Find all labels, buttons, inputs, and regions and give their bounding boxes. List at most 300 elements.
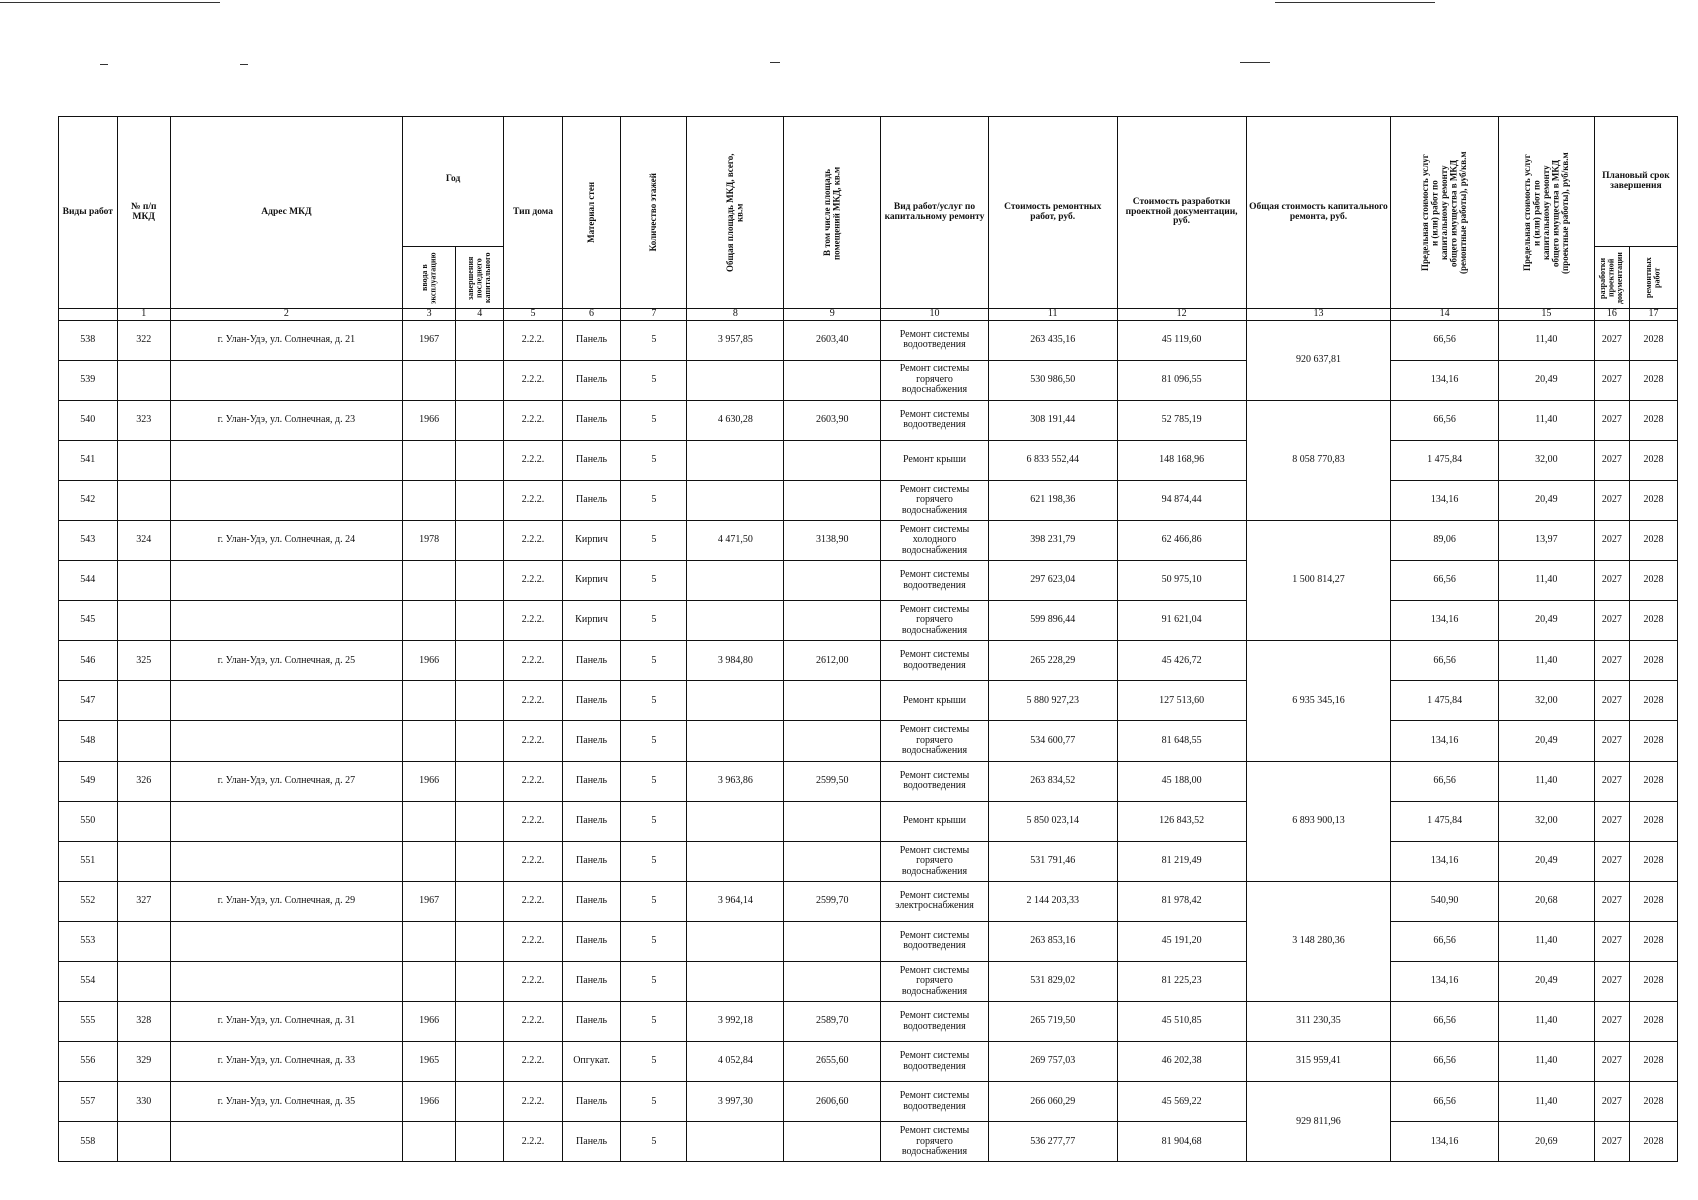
design-cost-cell: 81 978,42 xyxy=(1117,881,1246,921)
house-type-cell: 2.2.2. xyxy=(504,440,563,480)
work-number: 558 xyxy=(59,1122,118,1162)
deadline-repair-cell: 2028 xyxy=(1629,721,1677,761)
deadline-design-cell: 2027 xyxy=(1594,641,1629,681)
deadline-design-cell: 2027 xyxy=(1594,881,1629,921)
mkd-number: 324 xyxy=(117,520,170,560)
address-cell xyxy=(170,480,402,520)
mkd-number xyxy=(117,801,170,841)
scan-artifact-line xyxy=(1275,2,1435,3)
year-overhaul-cell xyxy=(456,721,504,761)
table-row xyxy=(59,721,1678,761)
year-commission-cell: 1965 xyxy=(403,1042,456,1082)
total-area-cell: 3 992,18 xyxy=(687,1002,784,1042)
year-overhaul-cell xyxy=(456,440,504,480)
limit-design-cell: 11,40 xyxy=(1498,1082,1594,1122)
limit-design-cell: 11,40 xyxy=(1498,761,1594,801)
address-cell: г. Улан-Удэ, ул. Солнечная, д. 23 xyxy=(170,400,402,440)
address-cell: г. Улан-Удэ, ул. Солнечная, д. 35 xyxy=(170,1082,402,1122)
work-number: 543 xyxy=(59,520,118,560)
premises-area-cell xyxy=(784,440,881,480)
deadline-repair-cell: 2028 xyxy=(1629,520,1677,560)
address-cell: г. Улан-Удэ, ул. Солнечная, д. 31 xyxy=(170,1002,402,1042)
service-cell: Ремонт системы горячего водоснабжения xyxy=(881,721,989,761)
deadline-design-cell: 2027 xyxy=(1594,601,1629,641)
repair-cost-cell: 599 896,44 xyxy=(988,601,1117,641)
wall-material-cell: Панель xyxy=(562,921,621,961)
floors-cell: 5 xyxy=(621,1122,687,1162)
limit-repair-cell: 66,56 xyxy=(1391,400,1499,440)
col-premises-area: В том числе площадь помещений МКД, кв.м xyxy=(784,117,881,309)
deadline-design-cell: 2027 xyxy=(1594,320,1629,360)
wall-material-cell: Панель xyxy=(562,1002,621,1042)
total-area-cell xyxy=(687,1122,784,1162)
year-overhaul-cell xyxy=(456,1042,504,1082)
floors-cell: 5 xyxy=(621,962,687,1002)
year-commission-cell: 1978 xyxy=(403,520,456,560)
wall-material-cell: Панель xyxy=(562,641,621,681)
work-number: 538 xyxy=(59,320,118,360)
service-cell: Ремонт системы водоотведения xyxy=(881,320,989,360)
mkd-number xyxy=(117,841,170,881)
year-commission-cell xyxy=(403,841,456,881)
column-number: 12 xyxy=(1117,309,1246,321)
deadline-repair-cell: 2028 xyxy=(1629,1042,1677,1082)
year-commission-cell: 1966 xyxy=(403,761,456,801)
total-area-cell xyxy=(687,561,784,601)
repair-register-table xyxy=(58,116,1678,1162)
column-number xyxy=(59,309,118,321)
mkd-number xyxy=(117,440,170,480)
limit-repair-cell: 66,56 xyxy=(1391,641,1499,681)
work-number: 550 xyxy=(59,801,118,841)
col-floors: Количество этажей xyxy=(621,117,687,309)
premises-area-cell: 2655,60 xyxy=(784,1042,881,1082)
col-limit-repair: Предельная стоимость услуг и (или) работ по капитальному ремонту общего имущества в МКД (ремонтные работы), руб/кв.м xyxy=(1391,117,1499,309)
floors-cell: 5 xyxy=(621,360,687,400)
floors-cell: 5 xyxy=(621,400,687,440)
design-cost-cell: 45 510,85 xyxy=(1117,1002,1246,1042)
mkd-number: 323 xyxy=(117,400,170,440)
floors-cell: 5 xyxy=(621,721,687,761)
column-number: 9 xyxy=(784,309,881,321)
table-row xyxy=(59,520,1678,560)
wall-material-cell: Опгукат. xyxy=(562,1042,621,1082)
floors-cell: 5 xyxy=(621,440,687,480)
work-number: 546 xyxy=(59,641,118,681)
year-overhaul-cell xyxy=(456,360,504,400)
design-cost-cell: 81 219,49 xyxy=(1117,841,1246,881)
premises-area-cell: 3138,90 xyxy=(784,520,881,560)
year-commission-cell: 1966 xyxy=(403,400,456,440)
design-cost-cell: 45 191,20 xyxy=(1117,921,1246,961)
floors-cell: 5 xyxy=(621,1002,687,1042)
floors-cell: 5 xyxy=(621,480,687,520)
col-wall-material: Материал стен xyxy=(562,117,621,309)
total-cost-cell: 8 058 770,83 xyxy=(1246,400,1391,520)
wall-material-cell: Панель xyxy=(562,801,621,841)
table-row xyxy=(59,440,1678,480)
wall-material-cell: Панель xyxy=(562,480,621,520)
deadline-design-cell: 2027 xyxy=(1594,721,1629,761)
mkd-number xyxy=(117,681,170,721)
limit-design-cell: 11,40 xyxy=(1498,400,1594,440)
scan-artifact-line xyxy=(770,62,780,63)
service-cell: Ремонт крыши xyxy=(881,681,989,721)
house-type-cell: 2.2.2. xyxy=(504,400,563,440)
total-cost-cell: 920 637,81 xyxy=(1246,320,1391,400)
premises-area-cell: 2606,60 xyxy=(784,1082,881,1122)
floors-cell: 5 xyxy=(621,320,687,360)
floors-cell: 5 xyxy=(621,801,687,841)
work-number: 551 xyxy=(59,841,118,881)
col-deadline: Плановый срок завершения xyxy=(1594,117,1677,247)
total-area-cell xyxy=(687,962,784,1002)
year-commission-cell xyxy=(403,1122,456,1162)
year-overhaul-cell xyxy=(456,561,504,601)
deadline-design-cell: 2027 xyxy=(1594,520,1629,560)
house-type-cell: 2.2.2. xyxy=(504,841,563,881)
table-row xyxy=(59,561,1678,601)
total-area-cell: 3 964,14 xyxy=(687,881,784,921)
floors-cell: 5 xyxy=(621,881,687,921)
mkd-number: 330 xyxy=(117,1082,170,1122)
service-cell: Ремонт крыши xyxy=(881,801,989,841)
limit-repair-cell: 1 475,84 xyxy=(1391,801,1499,841)
service-cell: Ремонт системы холодного водоснабжения xyxy=(881,520,989,560)
table-row xyxy=(59,801,1678,841)
repair-cost-cell: 6 833 552,44 xyxy=(988,440,1117,480)
house-type-cell: 2.2.2. xyxy=(504,1122,563,1162)
house-type-cell: 2.2.2. xyxy=(504,1042,563,1082)
header-row xyxy=(59,117,1678,247)
wall-material-cell: Панель xyxy=(562,360,621,400)
deadline-repair-cell: 2028 xyxy=(1629,480,1677,520)
deadline-design-cell: 2027 xyxy=(1594,681,1629,721)
deadline-design-cell: 2027 xyxy=(1594,921,1629,961)
address-cell xyxy=(170,841,402,881)
design-cost-cell: 91 621,04 xyxy=(1117,601,1246,641)
column-number: 3 xyxy=(403,309,456,321)
deadline-repair-cell: 2028 xyxy=(1629,440,1677,480)
deadline-design-cell: 2027 xyxy=(1594,360,1629,400)
table-row xyxy=(59,320,1678,360)
house-type-cell: 2.2.2. xyxy=(504,360,563,400)
repair-cost-cell: 265 228,29 xyxy=(988,641,1117,681)
limit-design-cell: 11,40 xyxy=(1498,1002,1594,1042)
limit-design-cell: 11,40 xyxy=(1498,561,1594,601)
work-number: 553 xyxy=(59,921,118,961)
column-number: 11 xyxy=(988,309,1117,321)
house-type-cell: 2.2.2. xyxy=(504,761,563,801)
total-area-cell: 3 984,80 xyxy=(687,641,784,681)
premises-area-cell xyxy=(784,360,881,400)
repair-cost-cell: 263 853,16 xyxy=(988,921,1117,961)
wall-material-cell: Панель xyxy=(562,881,621,921)
col-deadline-design: разработки проектной документации xyxy=(1594,247,1629,309)
mkd-number xyxy=(117,962,170,1002)
column-number: 5 xyxy=(504,309,563,321)
deadline-repair-cell: 2028 xyxy=(1629,601,1677,641)
deadline-repair-cell: 2028 xyxy=(1629,1082,1677,1122)
limit-design-cell: 20,68 xyxy=(1498,881,1594,921)
wall-material-cell: Панель xyxy=(562,320,621,360)
table-row xyxy=(59,681,1678,721)
year-overhaul-cell xyxy=(456,601,504,641)
mkd-number: 327 xyxy=(117,881,170,921)
wall-material-cell: Панель xyxy=(562,1082,621,1122)
col-limit-design: Предельная стоимость услуг и (или) работ по капитальному ремонту общего имущества в МКД (проектные работы), руб/кв.м xyxy=(1498,117,1594,309)
column-number: 10 xyxy=(881,309,989,321)
premises-area-cell xyxy=(784,601,881,641)
limit-design-cell: 11,40 xyxy=(1498,641,1594,681)
deadline-repair-cell: 2028 xyxy=(1629,561,1677,601)
repair-cost-cell: 269 757,03 xyxy=(988,1042,1117,1082)
total-cost-cell: 3 148 280,36 xyxy=(1246,881,1391,1001)
limit-design-cell: 11,40 xyxy=(1498,1042,1594,1082)
total-area-cell: 3 997,30 xyxy=(687,1082,784,1122)
table-row xyxy=(59,1122,1678,1162)
service-cell: Ремонт системы водоотведения xyxy=(881,561,989,601)
limit-design-cell: 20,49 xyxy=(1498,721,1594,761)
design-cost-cell: 127 513,60 xyxy=(1117,681,1246,721)
design-cost-cell: 45 188,00 xyxy=(1117,761,1246,801)
premises-area-cell xyxy=(784,801,881,841)
wall-material-cell: Кирпич xyxy=(562,561,621,601)
year-overhaul-cell xyxy=(456,1122,504,1162)
deadline-repair-cell: 2028 xyxy=(1629,360,1677,400)
floors-cell: 5 xyxy=(621,561,687,601)
deadline-design-cell: 2027 xyxy=(1594,962,1629,1002)
column-number: 2 xyxy=(170,309,402,321)
work-number: 540 xyxy=(59,400,118,440)
design-cost-cell: 45 569,22 xyxy=(1117,1082,1246,1122)
design-cost-cell: 45 119,60 xyxy=(1117,320,1246,360)
limit-design-cell: 32,00 xyxy=(1498,440,1594,480)
house-type-cell: 2.2.2. xyxy=(504,881,563,921)
limit-design-cell: 20,49 xyxy=(1498,480,1594,520)
house-type-cell: 2.2.2. xyxy=(504,561,563,601)
mkd-number: 328 xyxy=(117,1002,170,1042)
table-row xyxy=(59,480,1678,520)
repair-cost-cell: 308 191,44 xyxy=(988,400,1117,440)
col-deadline-repair: ремонтных работ xyxy=(1629,247,1677,309)
repair-cost-cell: 534 600,77 xyxy=(988,721,1117,761)
design-cost-cell: 50 975,10 xyxy=(1117,561,1246,601)
limit-repair-cell: 134,16 xyxy=(1391,480,1499,520)
premises-area-cell xyxy=(784,681,881,721)
work-number: 549 xyxy=(59,761,118,801)
floors-cell: 5 xyxy=(621,841,687,881)
floors-cell: 5 xyxy=(621,520,687,560)
floors-cell: 5 xyxy=(621,921,687,961)
premises-area-cell xyxy=(784,480,881,520)
floors-cell: 5 xyxy=(621,1082,687,1122)
col-year-overhaul: завершения последнего капитального xyxy=(456,247,504,309)
repair-cost-cell: 398 231,79 xyxy=(988,520,1117,560)
col-service: Вид работ/услуг по капитальному ремонту xyxy=(881,117,989,309)
year-commission-cell xyxy=(403,681,456,721)
year-overhaul-cell xyxy=(456,1082,504,1122)
year-overhaul-cell xyxy=(456,881,504,921)
house-type-cell: 2.2.2. xyxy=(504,641,563,681)
table-row xyxy=(59,962,1678,1002)
address-cell xyxy=(170,721,402,761)
total-area-cell xyxy=(687,841,784,881)
premises-area-cell xyxy=(784,962,881,1002)
year-commission-cell xyxy=(403,440,456,480)
column-number: 16 xyxy=(1594,309,1629,321)
table-row xyxy=(59,641,1678,681)
scan-artifact-line xyxy=(0,2,220,3)
repair-cost-cell: 5 850 023,14 xyxy=(988,801,1117,841)
total-area-cell xyxy=(687,480,784,520)
total-area-cell: 4 471,50 xyxy=(687,520,784,560)
limit-repair-cell: 66,56 xyxy=(1391,320,1499,360)
limit-repair-cell: 540,90 xyxy=(1391,881,1499,921)
premises-area-cell xyxy=(784,841,881,881)
column-number: 17 xyxy=(1629,309,1677,321)
deadline-repair-cell: 2028 xyxy=(1629,761,1677,801)
premises-area-cell xyxy=(784,561,881,601)
year-commission-cell: 1966 xyxy=(403,641,456,681)
limit-design-cell: 32,00 xyxy=(1498,681,1594,721)
address-cell: г. Улан-Удэ, ул. Солнечная, д. 33 xyxy=(170,1042,402,1082)
limit-design-cell: 13,97 xyxy=(1498,520,1594,560)
column-number: 4 xyxy=(456,309,504,321)
year-commission-cell: 1967 xyxy=(403,320,456,360)
year-commission-cell xyxy=(403,480,456,520)
service-cell: Ремонт системы водоотведения xyxy=(881,921,989,961)
service-cell: Ремонт системы электроснабжения xyxy=(881,881,989,921)
total-area-cell: 3 963,86 xyxy=(687,761,784,801)
deadline-repair-cell: 2028 xyxy=(1629,320,1677,360)
deadline-repair-cell: 2028 xyxy=(1629,921,1677,961)
deadline-repair-cell: 2028 xyxy=(1629,841,1677,881)
limit-design-cell: 20,49 xyxy=(1498,962,1594,1002)
limit-repair-cell: 134,16 xyxy=(1391,601,1499,641)
year-commission-cell: 1966 xyxy=(403,1082,456,1122)
premises-area-cell: 2599,50 xyxy=(784,761,881,801)
column-number: 15 xyxy=(1498,309,1594,321)
year-commission-cell xyxy=(403,801,456,841)
design-cost-cell: 46 202,38 xyxy=(1117,1042,1246,1082)
limit-design-cell: 20,49 xyxy=(1498,601,1594,641)
work-number: 555 xyxy=(59,1002,118,1042)
design-cost-cell: 81 096,55 xyxy=(1117,360,1246,400)
col-house-type: Тип дома xyxy=(504,117,563,309)
limit-repair-cell: 66,56 xyxy=(1391,1082,1499,1122)
wall-material-cell: Панель xyxy=(562,400,621,440)
col-design-cost: Стоимость разработки проектной документации, руб. xyxy=(1117,117,1246,309)
limit-design-cell: 11,40 xyxy=(1498,921,1594,961)
year-overhaul-cell xyxy=(456,400,504,440)
premises-area-cell: 2603,90 xyxy=(784,400,881,440)
col-year: Год xyxy=(403,117,504,247)
column-number: 14 xyxy=(1391,309,1499,321)
table-row xyxy=(59,921,1678,961)
column-number: 7 xyxy=(621,309,687,321)
deadline-repair-cell: 2028 xyxy=(1629,400,1677,440)
service-cell: Ремонт системы водоотведения xyxy=(881,641,989,681)
work-number: 552 xyxy=(59,881,118,921)
wall-material-cell: Кирпич xyxy=(562,601,621,641)
service-cell: Ремонт системы горячего водоснабжения xyxy=(881,1122,989,1162)
mkd-number: 325 xyxy=(117,641,170,681)
table-row xyxy=(59,881,1678,921)
column-number: 8 xyxy=(687,309,784,321)
work-number: 548 xyxy=(59,721,118,761)
design-cost-cell: 81 904,68 xyxy=(1117,1122,1246,1162)
year-overhaul-cell xyxy=(456,520,504,560)
wall-material-cell: Панель xyxy=(562,681,621,721)
limit-repair-cell: 1 475,84 xyxy=(1391,440,1499,480)
design-cost-cell: 81 225,23 xyxy=(1117,962,1246,1002)
house-type-cell: 2.2.2. xyxy=(504,962,563,1002)
limit-design-cell: 20,49 xyxy=(1498,841,1594,881)
premises-area-cell: 2612,00 xyxy=(784,641,881,681)
address-cell xyxy=(170,440,402,480)
limit-repair-cell: 66,56 xyxy=(1391,921,1499,961)
year-commission-cell xyxy=(403,601,456,641)
year-overhaul-cell xyxy=(456,801,504,841)
scan-artifact-line xyxy=(100,64,108,65)
service-cell: Ремонт крыши xyxy=(881,440,989,480)
col-address: Адрес МКД xyxy=(170,117,402,309)
year-commission-cell xyxy=(403,921,456,961)
year-overhaul-cell xyxy=(456,320,504,360)
year-overhaul-cell xyxy=(456,480,504,520)
service-cell: Ремонт системы водоотведения xyxy=(881,1042,989,1082)
wall-material-cell: Панель xyxy=(562,841,621,881)
address-cell: г. Улан-Удэ, ул. Солнечная, д. 21 xyxy=(170,320,402,360)
house-type-cell: 2.2.2. xyxy=(504,320,563,360)
total-cost-cell: 311 230,35 xyxy=(1246,1002,1391,1042)
deadline-repair-cell: 2028 xyxy=(1629,641,1677,681)
col-total-cost: Общая стоимость капитального ремонта, руб. xyxy=(1246,117,1391,309)
limit-repair-cell: 66,56 xyxy=(1391,761,1499,801)
service-cell: Ремонт системы горячего водоснабжения xyxy=(881,480,989,520)
limit-design-cell: 11,40 xyxy=(1498,320,1594,360)
service-cell: Ремонт системы водоотведения xyxy=(881,400,989,440)
work-number: 542 xyxy=(59,480,118,520)
mkd-number xyxy=(117,921,170,961)
deadline-design-cell: 2027 xyxy=(1594,761,1629,801)
address-cell xyxy=(170,801,402,841)
mkd-number xyxy=(117,721,170,761)
deadline-design-cell: 2027 xyxy=(1594,480,1629,520)
year-overhaul-cell xyxy=(456,641,504,681)
work-number: 544 xyxy=(59,561,118,601)
floors-cell: 5 xyxy=(621,1042,687,1082)
floors-cell: 5 xyxy=(621,601,687,641)
wall-material-cell: Панель xyxy=(562,721,621,761)
wall-material-cell: Панель xyxy=(562,962,621,1002)
deadline-design-cell: 2027 xyxy=(1594,1122,1629,1162)
column-number: 13 xyxy=(1246,309,1391,321)
design-cost-cell: 126 843,52 xyxy=(1117,801,1246,841)
service-cell: Ремонт системы водоотведения xyxy=(881,1082,989,1122)
house-type-cell: 2.2.2. xyxy=(504,1082,563,1122)
work-number: 556 xyxy=(59,1042,118,1082)
repair-cost-cell: 531 829,02 xyxy=(988,962,1117,1002)
deadline-repair-cell: 2028 xyxy=(1629,1002,1677,1042)
year-commission-cell: 1966 xyxy=(403,1002,456,1042)
total-cost-cell: 6 935 345,16 xyxy=(1246,641,1391,761)
address-cell xyxy=(170,1122,402,1162)
address-cell: г. Улан-Удэ, ул. Солнечная, д. 29 xyxy=(170,881,402,921)
limit-design-cell: 32,00 xyxy=(1498,801,1594,841)
deadline-design-cell: 2027 xyxy=(1594,400,1629,440)
